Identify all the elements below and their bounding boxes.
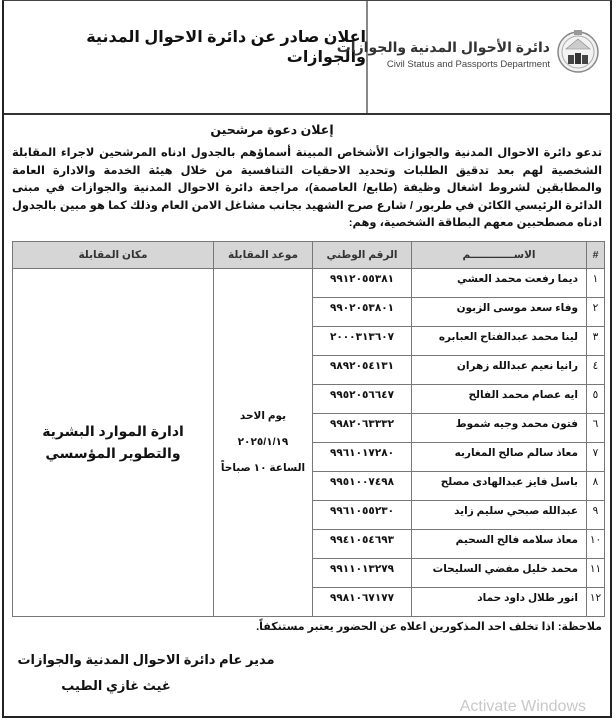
national-id: ٩٩٦١٠٥٥٢٣٠ [313, 500, 412, 529]
candidate-name: انور طلال داود حماد [412, 587, 587, 616]
row-number: ٢ [587, 297, 605, 326]
national-id: ٢٠٠٠٣١٣٦٠٧ [313, 326, 412, 355]
header-title-box [4, 1, 368, 113]
candidate-name: ايه عصام محمد الفالح [412, 384, 587, 413]
department-seal-icon [556, 27, 600, 77]
national-id: ٩٩٤١٠٥٤٦٩٣ [313, 529, 412, 558]
note: ملاحظة: اذا تخلف احد المذكورين اعلاه عن الحضور يعتبر مستنكفاً. [256, 620, 602, 633]
interview-date-value: ٢٠٢٥/١/١٩ [237, 436, 289, 448]
table-header-row [13, 241, 605, 268]
row-number: ٣ [587, 326, 605, 355]
row-number: ٦ [587, 413, 605, 442]
interview-date [214, 268, 313, 616]
row-number: ١٢ [587, 587, 605, 616]
interview-place: ادارة الموارد البشرية والتطوير المؤسسي [13, 268, 214, 616]
table-row [13, 268, 605, 297]
national-id: ٩٩١١٠١٣٢٧٩ [313, 558, 412, 587]
candidate-name: باسل فايز عبدالهادى مصلح [412, 471, 587, 500]
national-id: ٩٩٥٢٠٥٦٦٤٧ [313, 384, 412, 413]
announcement-title: اعلان صادر عن دائرة الاحوال المدنية والجوازات [86, 29, 366, 66]
row-number: ٧ [587, 442, 605, 471]
candidate-name: وفاء سعد موسى الزبون [412, 297, 587, 326]
national-id: ٩٩٦١٠١٧٢٨٠ [313, 442, 412, 471]
header-place: مكان المقابلة [13, 241, 214, 268]
row-number: ١١ [587, 558, 605, 587]
header-name: الاســــــــــــم [412, 241, 587, 268]
candidate-name: ديما رفعت محمد العشي [412, 268, 587, 297]
signature-name: غيث غازي الطيب [61, 677, 171, 693]
candidate-name: لينا محمد عبدالفتاح العبابره [412, 326, 587, 355]
row-number: ٥ [587, 384, 605, 413]
announcement-header [4, 1, 610, 115]
candidate-name: محمد خليل مفضي السليحات [412, 558, 587, 587]
row-number: ٤ [587, 355, 605, 384]
row-number: ٩ [587, 500, 605, 529]
intro-paragraph: تدعو دائرة الاحوال المدنية والجوازات الأشخاص المبينة أسماؤهم بالجدول ادناه المرشحين لاجراء المقابلة الشخصية لهم بعد تدقيق الطلبات وتحديد الاحقيات التنافسية من خلال هيئة الخدمة والادارة العامة والمطابقين لشروط اشغال وظيفة (طابع/ العاصمة)، مراجعة دائرة الاحوال المدنية والجوازات في مبنى الدائرة الرئيسي الكائن في طربور / شارع صرح الشهيد بجانب مشاغل الامن العام وذلك كما هو مبين بالجدول ادناه مصطحبين معهم البطاقة الشخصية، وهم: [12, 147, 602, 229]
header-date: موعد المقابلة [214, 241, 313, 268]
interview-day: يوم الاحد [239, 410, 287, 422]
row-number: ١٠ [587, 529, 605, 558]
row-number: ٨ [587, 471, 605, 500]
candidate-name: عبدالله صبحي سليم زايد [412, 500, 587, 529]
candidate-name: معاذ سالم صالح المغاربه [412, 442, 587, 471]
header-national-id: الرقم الوطني [313, 241, 412, 268]
department-logo [336, 17, 602, 87]
candidate-name: فتون محمد وجيه شموط [412, 413, 587, 442]
activate-windows-watermark: Activate Windows [459, 698, 586, 715]
national-id: ٩٨٩٢٠٥٤١٣١ [313, 355, 412, 384]
candidates-table [12, 241, 605, 617]
national-id: ٩٩٨١٠٦٧١٧٧ [313, 587, 412, 616]
header-num: # [587, 241, 605, 268]
intro-heading: إعلان دعوة مرشحين [210, 123, 334, 137]
candidate-name: معاذ سلامه فالح السحيم [412, 529, 587, 558]
national-id: ٩٩١٢٠٥٥٣٨١ [313, 268, 412, 297]
announcement [2, 0, 612, 718]
signature-title: مدير عام دائرة الاحوال المدنية والجوازات [17, 651, 275, 667]
candidate-name: رانيا نعيم عبدالله زهران [412, 355, 587, 384]
row-number: ١ [587, 268, 605, 297]
national-id: ٩٩٨٢٠٦٣٣٣٢ [313, 413, 412, 442]
national-id: ٩٩٠٢٠٥٣٨٠١ [313, 297, 412, 326]
logo-english-text: Civil Status and Passports Department [386, 59, 550, 70]
national-id: ٩٩٥١٠٠٧٤٩٨ [313, 471, 412, 500]
logo-arabic-text: دائرة الأحوال المدنية والجوازات [336, 39, 550, 55]
interview-time: الساعة ١٠ صباحاً [220, 462, 306, 474]
